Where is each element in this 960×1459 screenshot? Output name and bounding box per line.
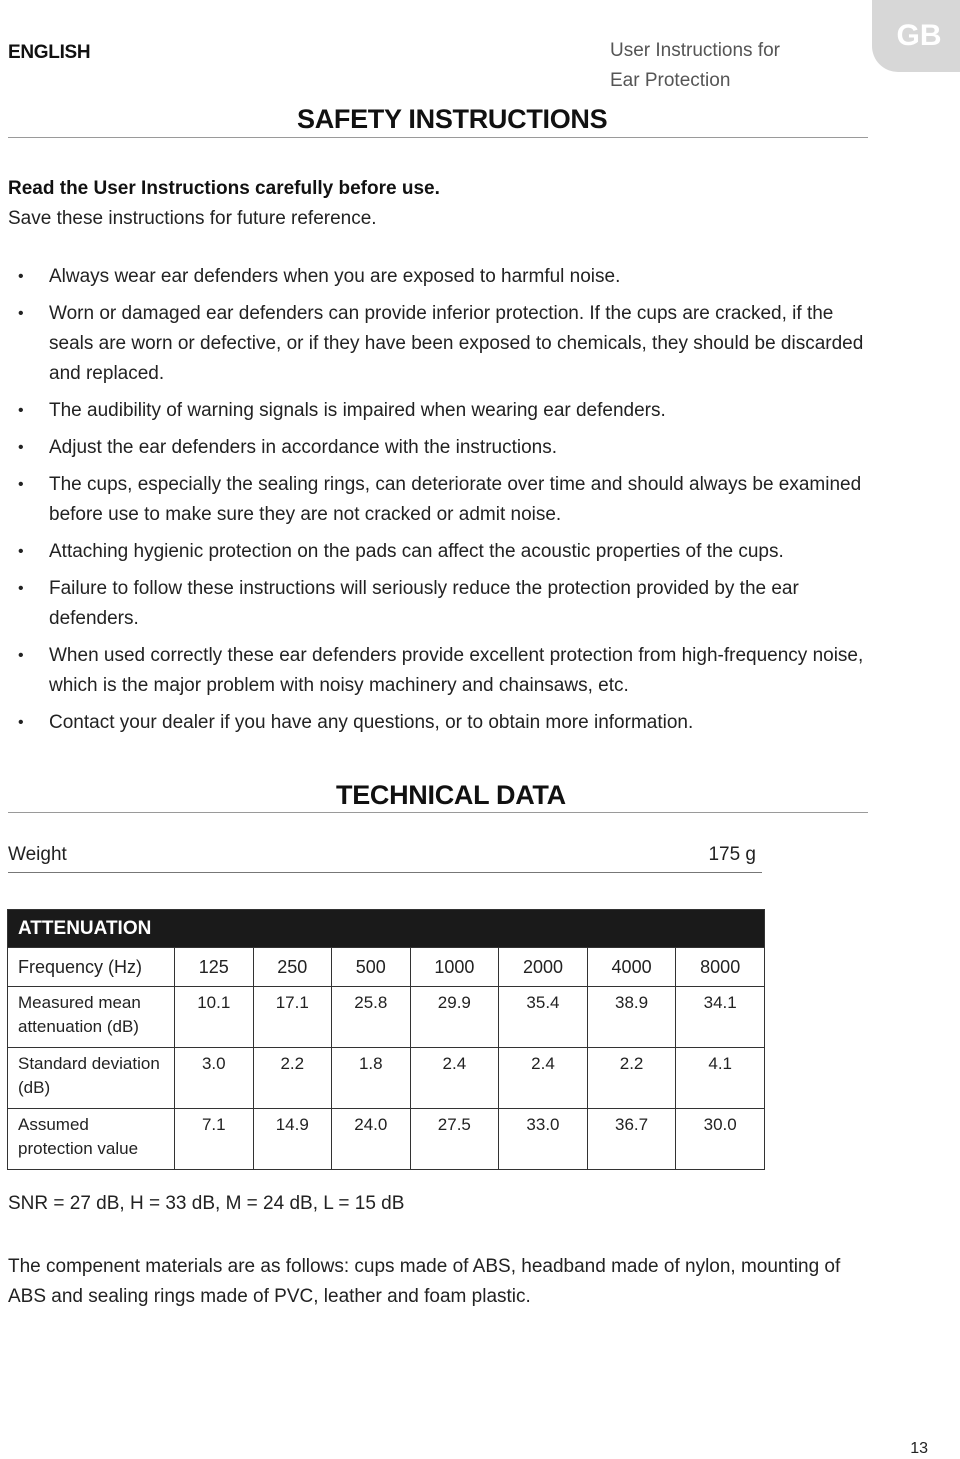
table-cell: 4.1 [676, 1048, 765, 1109]
frequency-cell: 2000 [499, 948, 588, 987]
list-item [18, 396, 868, 426]
weight-label: Weight [8, 844, 67, 865]
attenuation-table [7, 909, 765, 1170]
language-label: ENGLISH [8, 42, 91, 63]
list-item [18, 708, 868, 738]
list-item [18, 299, 868, 389]
table-row [8, 1048, 765, 1109]
row-label: Measured mean attenuation (dB) [8, 987, 175, 1048]
bullet-icon: • [18, 647, 24, 664]
table-cell: 27.5 [410, 1109, 499, 1170]
weight-value: 175 g [708, 844, 756, 865]
safety-bullet-list [18, 262, 868, 745]
table-cell: 36.7 [587, 1109, 676, 1170]
table-cell: 24.0 [332, 1109, 411, 1170]
table-cell: 1.8 [332, 1048, 411, 1109]
materials-text: The compenent materials are as follows: cups made of ABS, headband made of nylon, mounting of ABS and sealing rings made of PVC, leather and foam plastic. [8, 1256, 841, 1307]
bullet-icon: • [18, 439, 24, 456]
technical-heading-rule [8, 812, 868, 813]
bullet-icon: • [18, 305, 24, 322]
list-item-text: Adjust the ear defenders in accordance with the instructions. [49, 437, 558, 458]
bullet-icon: • [18, 714, 24, 731]
table-cell: 2.2 [587, 1048, 676, 1109]
table-cell: 33.0 [499, 1109, 588, 1170]
document-title-line2: Ear Protection [610, 70, 731, 91]
table-cell: 35.4 [499, 987, 588, 1048]
table-row [8, 1109, 765, 1170]
document-title-line1: User Instructions for [610, 40, 780, 61]
page-number: 13 [910, 1440, 928, 1457]
list-item [18, 262, 868, 292]
list-item-text: The audibility of warning signals is impaired when wearing ear defenders. [49, 400, 666, 421]
safety-intro [8, 174, 440, 234]
intro-bold-line: Read the User Instructions carefully before use. [8, 178, 440, 199]
list-item [18, 433, 868, 463]
frequency-cell: 125 [175, 948, 254, 987]
list-item-text: Always wear ear defenders when you are exposed to harmful noise. [49, 266, 621, 287]
weight-row [8, 844, 762, 873]
list-item-text: When used correctly these ear defenders provide excellent protection from high-frequency noise, which is the major problem with noisy machinery and chainsaws, etc. [49, 645, 864, 696]
bullet-icon: • [18, 580, 24, 597]
list-item-text: Attaching hygienic protection on the pads can affect the acoustic properties of the cups. [49, 541, 784, 562]
bullet-icon: • [18, 268, 24, 285]
table-cell: 2.4 [499, 1048, 588, 1109]
table-header-row [8, 948, 765, 987]
frequency-cell: 250 [253, 948, 332, 987]
country-tab: GB [872, 0, 960, 72]
list-item [18, 537, 868, 567]
table-cell: 10.1 [175, 987, 254, 1048]
list-item-text: The cups, especially the sealing rings, can deteriorate over time and should always be examined before use to make sure they are not cracked or admit noise. [49, 474, 862, 525]
table-cell: 2.2 [253, 1048, 332, 1109]
table-cell: 30.0 [676, 1109, 765, 1170]
list-item-text: Worn or damaged ear defenders can provide inferior protection. If the cups are cracked, if the seals are worn or defective, or if they have been exposed to chemicals, they should be discarded and replaced. [49, 303, 864, 384]
row-label: Assumed protection value [8, 1109, 175, 1170]
frequency-cell: 8000 [676, 948, 765, 987]
frequency-cell: 4000 [587, 948, 676, 987]
technical-heading: TECHNICAL DATA [336, 780, 566, 810]
frequency-cell: 1000 [410, 948, 499, 987]
table-cell: 38.9 [587, 987, 676, 1048]
bullet-icon: • [18, 543, 24, 560]
frequency-cell: 500 [332, 948, 411, 987]
bullet-icon: • [18, 402, 24, 419]
table-cell: 3.0 [175, 1048, 254, 1109]
table-cell: 29.9 [410, 987, 499, 1048]
document-title [610, 36, 780, 96]
intro-normal-line: Save these instructions for future reference. [8, 208, 377, 229]
list-item-text: Failure to follow these instructions will seriously reduce the protection provided by the ear defenders. [49, 578, 799, 629]
safety-heading: SAFETY INSTRUCTIONS [297, 104, 608, 134]
list-item-text: Contact your dealer if you have any questions, or to obtain more information. [49, 712, 694, 733]
list-item [18, 641, 868, 701]
table-cell: 17.1 [253, 987, 332, 1048]
row-label: Standard deviation (dB) [8, 1048, 175, 1109]
table-cell: 34.1 [676, 987, 765, 1048]
table-cell: 14.9 [253, 1109, 332, 1170]
list-item [18, 574, 868, 634]
table-cell: 7.1 [175, 1109, 254, 1170]
table-title-row [8, 910, 765, 948]
table-cell: 25.8 [332, 987, 411, 1048]
list-item [18, 470, 868, 530]
safety-heading-rule [8, 137, 868, 138]
table-row [8, 987, 765, 1048]
bullet-icon: • [18, 476, 24, 493]
snr-values: SNR = 27 dB, H = 33 dB, M = 24 dB, L = 15 dB [8, 1193, 405, 1214]
table-cell: 2.4 [410, 1048, 499, 1109]
frequency-label: Frequency (Hz) [8, 948, 175, 987]
attenuation-title: ATTENUATION [8, 910, 765, 948]
